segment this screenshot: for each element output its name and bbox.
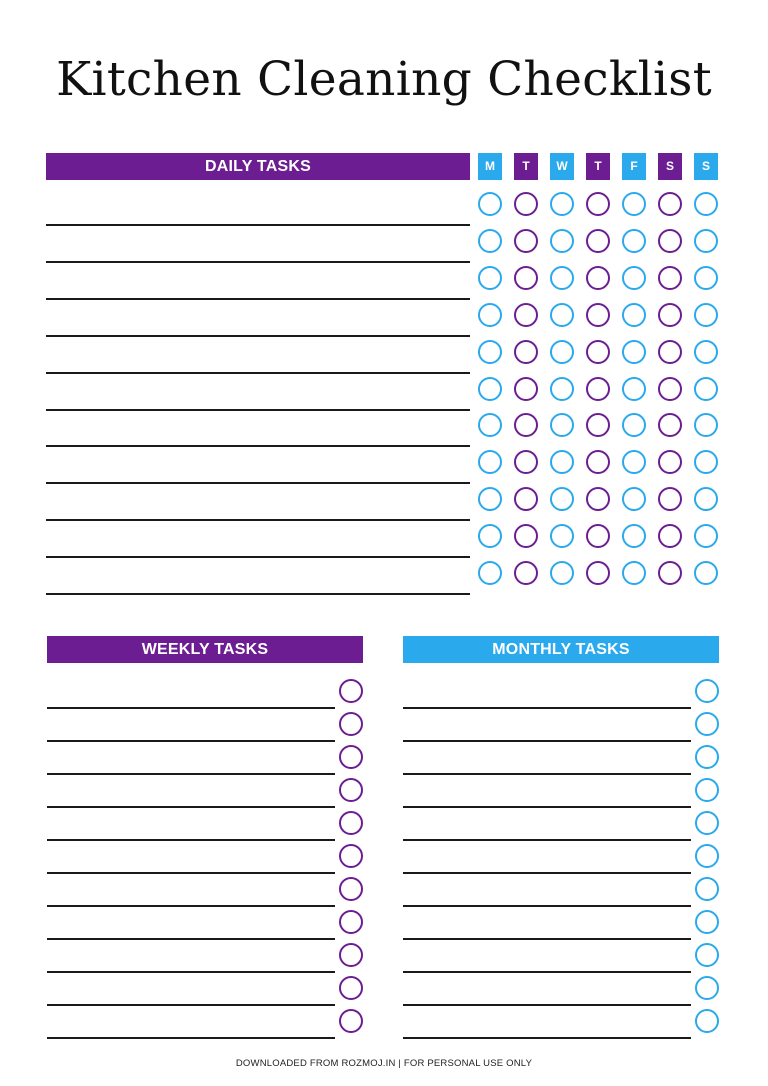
weekly-task-line[interactable] [47,1037,335,1039]
monthly-checkbox[interactable] [695,811,719,835]
weekly-task-line[interactable] [47,839,335,841]
daily-checkbox[interactable] [550,524,574,548]
daily-task-line[interactable] [46,482,470,484]
footer-note: DOWNLOADED FROM ROZMOJ.IN | FOR PERSONAL USE ONLY [235,1058,533,1069]
weekly-task-line[interactable] [47,740,335,742]
daily-checkbox[interactable] [694,229,718,253]
daily-checkbox[interactable] [478,229,502,253]
weekly-task-line[interactable] [47,773,335,775]
monthly-task-line[interactable] [403,773,691,775]
daily-task-line[interactable] [46,593,470,595]
weekly-task-line[interactable] [47,806,335,808]
daily-checkbox[interactable] [478,561,502,585]
monthly-task-line[interactable] [403,971,691,973]
daily-task-line[interactable] [46,224,470,226]
daily-task-line[interactable] [46,409,470,411]
daily-checkbox[interactable] [694,377,718,401]
weekly-checkbox[interactable] [339,877,363,901]
daily-checkbox[interactable] [622,377,646,401]
daily-checkbox[interactable] [586,303,610,327]
daily-checkbox[interactable] [658,340,682,364]
daily-task-line[interactable] [46,298,470,300]
daily-checkbox[interactable] [478,450,502,474]
daily-checkbox[interactable] [586,229,610,253]
monthly-task-line[interactable] [403,839,691,841]
daily-checkbox[interactable] [694,524,718,548]
day-header-4: F [622,153,646,180]
monthly-checkbox[interactable] [695,745,719,769]
daily-checkbox[interactable] [586,377,610,401]
daily-checkbox[interactable] [550,192,574,216]
daily-checkbox[interactable] [694,266,718,290]
weekly-checkbox[interactable] [339,910,363,934]
monthly-checkbox[interactable] [695,943,719,967]
monthly-checkbox[interactable] [695,844,719,868]
weekly-task-line[interactable] [47,938,335,940]
daily-checkbox[interactable] [694,487,718,511]
weekly-task-line[interactable] [47,872,335,874]
daily-task-line[interactable] [46,335,470,337]
daily-checkbox[interactable] [550,340,574,364]
weekly-task-line[interactable] [47,707,335,709]
daily-checkbox[interactable] [586,524,610,548]
daily-checkbox[interactable] [622,561,646,585]
daily-checkbox[interactable] [514,524,538,548]
daily-tasks-header: DAILY TASKS [46,153,470,180]
monthly-checkbox[interactable] [695,778,719,802]
day-header-0: M [478,153,502,180]
daily-checkbox[interactable] [658,266,682,290]
monthly-task-line[interactable] [403,905,691,907]
daily-checkbox[interactable] [658,561,682,585]
daily-checkbox[interactable] [514,377,538,401]
daily-checkbox[interactable] [586,487,610,511]
weekly-tasks-header: WEEKLY TASKS [47,636,363,663]
daily-checkbox[interactable] [586,450,610,474]
daily-checkbox[interactable] [550,229,574,253]
daily-checkbox[interactable] [586,340,610,364]
daily-checkbox[interactable] [622,266,646,290]
day-header-5: S [658,153,682,180]
day-header-3: T [586,153,610,180]
daily-checkbox[interactable] [550,303,574,327]
monthly-task-line[interactable] [403,872,691,874]
daily-checkbox[interactable] [694,303,718,327]
daily-checkbox[interactable] [586,266,610,290]
daily-checkbox[interactable] [622,487,646,511]
daily-checkbox[interactable] [550,377,574,401]
daily-checkbox[interactable] [658,487,682,511]
daily-checkbox[interactable] [622,524,646,548]
daily-checkbox[interactable] [550,487,574,511]
weekly-task-line[interactable] [47,905,335,907]
daily-checkbox[interactable] [478,266,502,290]
weekly-task-line[interactable] [47,1004,335,1006]
daily-checkbox[interactable] [478,377,502,401]
weekly-checkbox[interactable] [339,712,363,736]
daily-checkbox[interactable] [622,229,646,253]
daily-checkbox[interactable] [658,303,682,327]
weekly-checkbox[interactable] [339,679,363,703]
weekly-task-line[interactable] [47,971,335,973]
daily-checkbox[interactable] [478,192,502,216]
daily-checkbox[interactable] [658,229,682,253]
daily-checkbox[interactable] [622,450,646,474]
weekly-checkbox[interactable] [339,844,363,868]
daily-checkbox[interactable] [478,340,502,364]
daily-checkbox[interactable] [586,192,610,216]
weekly-checkbox[interactable] [339,976,363,1000]
daily-checkbox[interactable] [694,192,718,216]
weekly-checkbox[interactable] [339,943,363,967]
daily-checkbox[interactable] [622,413,646,437]
monthly-checkbox[interactable] [695,910,719,934]
daily-checkbox[interactable] [550,450,574,474]
monthly-task-line[interactable] [403,740,691,742]
daily-checkbox[interactable] [514,413,538,437]
weekly-checkbox[interactable] [339,745,363,769]
daily-checkbox[interactable] [586,561,610,585]
daily-checkbox[interactable] [514,229,538,253]
daily-checkbox[interactable] [478,413,502,437]
day-header-2: W [550,153,574,180]
daily-task-line[interactable] [46,372,470,374]
daily-checkbox[interactable] [658,192,682,216]
daily-checkbox[interactable] [478,303,502,327]
monthly-checkbox[interactable] [695,976,719,1000]
daily-checkbox[interactable] [550,266,574,290]
daily-checkbox[interactable] [478,487,502,511]
monthly-task-line[interactable] [403,1004,691,1006]
daily-checkbox[interactable] [694,450,718,474]
daily-checkbox[interactable] [658,413,682,437]
daily-task-line[interactable] [46,261,470,263]
daily-checkbox[interactable] [514,561,538,585]
daily-checkbox[interactable] [658,377,682,401]
monthly-task-line[interactable] [403,1037,691,1039]
daily-checkbox[interactable] [694,413,718,437]
weekly-checkbox[interactable] [339,811,363,835]
monthly-checkbox[interactable] [695,712,719,736]
monthly-tasks-header: MONTHLY TASKS [403,636,719,663]
daily-checkbox[interactable] [622,192,646,216]
daily-checkbox[interactable] [514,487,538,511]
daily-checkbox[interactable] [550,413,574,437]
daily-checkbox[interactable] [586,413,610,437]
daily-task-line[interactable] [46,445,470,447]
daily-checkbox[interactable] [514,303,538,327]
daily-task-line[interactable] [46,519,470,521]
monthly-checkbox[interactable] [695,877,719,901]
daily-checkbox[interactable] [622,340,646,364]
monthly-task-line[interactable] [403,938,691,940]
daily-checkbox[interactable] [514,192,538,216]
daily-checkbox[interactable] [514,340,538,364]
daily-checkbox[interactable] [550,561,574,585]
weekly-checkbox[interactable] [339,1009,363,1033]
daily-checkbox[interactable] [514,450,538,474]
daily-checkbox[interactable] [658,450,682,474]
monthly-task-line[interactable] [403,707,691,709]
daily-checkbox[interactable] [658,524,682,548]
day-header-6: S [694,153,718,180]
daily-checkbox[interactable] [622,303,646,327]
monthly-task-line[interactable] [403,806,691,808]
daily-checkbox[interactable] [514,266,538,290]
daily-task-line[interactable] [46,556,470,558]
page-title: Kitchen Cleaning Checklist [56,52,712,107]
monthly-checkbox[interactable] [695,679,719,703]
monthly-checkbox[interactable] [695,1009,719,1033]
daily-checkbox[interactable] [694,340,718,364]
weekly-checkbox[interactable] [339,778,363,802]
daily-checkbox[interactable] [478,524,502,548]
daily-checkbox[interactable] [694,561,718,585]
day-header-1: T [514,153,538,180]
